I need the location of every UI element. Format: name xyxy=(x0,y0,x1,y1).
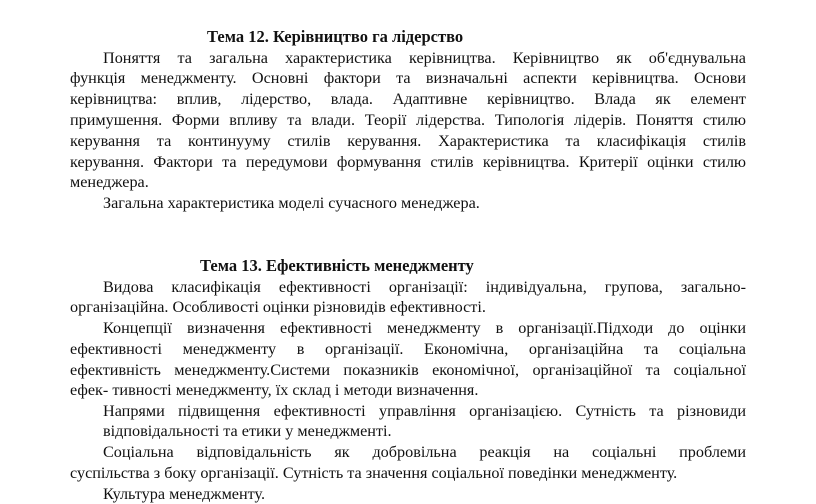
text-line: Соціальна відповідальність як добровільна реакція на соціальні проблеми xyxy=(103,443,746,461)
text-line: організаційна. Особливості оцінки різновидів ефективності. xyxy=(70,298,486,316)
text-line: Концепції визначення ефективності менеджменту в організації.Підходи до оцінки xyxy=(103,319,746,337)
topic-13-title: Тема 13. Ефективність менеджменту xyxy=(200,256,474,275)
topic-12-title: Тема 12. Керівництво га лідерство xyxy=(207,27,464,46)
text-line: Поняття та загальна характеристика керівництва. Керівництво як об'єднувальна xyxy=(103,49,746,67)
text-line: керівництва: вплив, лідерство, влада. Адаптивне керівництво. Влада як елемент xyxy=(70,90,746,108)
text-line: примушення. Форми впливу та влади. Теорії лідерства. Типологія лідерів. Поняття стилю xyxy=(70,111,746,129)
text-line: ефективності менеджменту в організації. Економічна, організаційна та соціальна xyxy=(70,340,746,358)
text-line: менеджера. xyxy=(70,173,149,191)
text-line: відповідальності та етики у менеджменті. xyxy=(103,422,392,440)
text-line: ефек- тивності менеджменту, їх склад і методи визначення. xyxy=(70,381,479,399)
text-line: керування. Фактори та передумови формування стилів керівництва. Критерії оцінки стилю xyxy=(70,153,746,171)
text-line: ефективність менеджменту.Системи показників економічної, організаційної та соціальної xyxy=(70,361,746,379)
text-line: функція менеджменту. Основні фактори та визначальні аспекти керівництва. Основи xyxy=(70,69,746,87)
text-line: Видова класифікація ефективності організації: індивідуальна, групова, загально- xyxy=(103,278,746,296)
text-line: Культура менеджменту. xyxy=(103,485,266,503)
text-line: керування та континууму стилів керування. Характеристика та класифікація стилів xyxy=(70,132,746,150)
text-line: Напрями підвищення ефективності управління організацією. Сутність та різновиди xyxy=(103,402,746,420)
text-line: суспільства з боку організації. Сутність та значення соціальної поведінки менеджменту. xyxy=(70,464,678,482)
text-line: Загальна характеристика моделі сучасного менеджера. xyxy=(103,194,480,212)
